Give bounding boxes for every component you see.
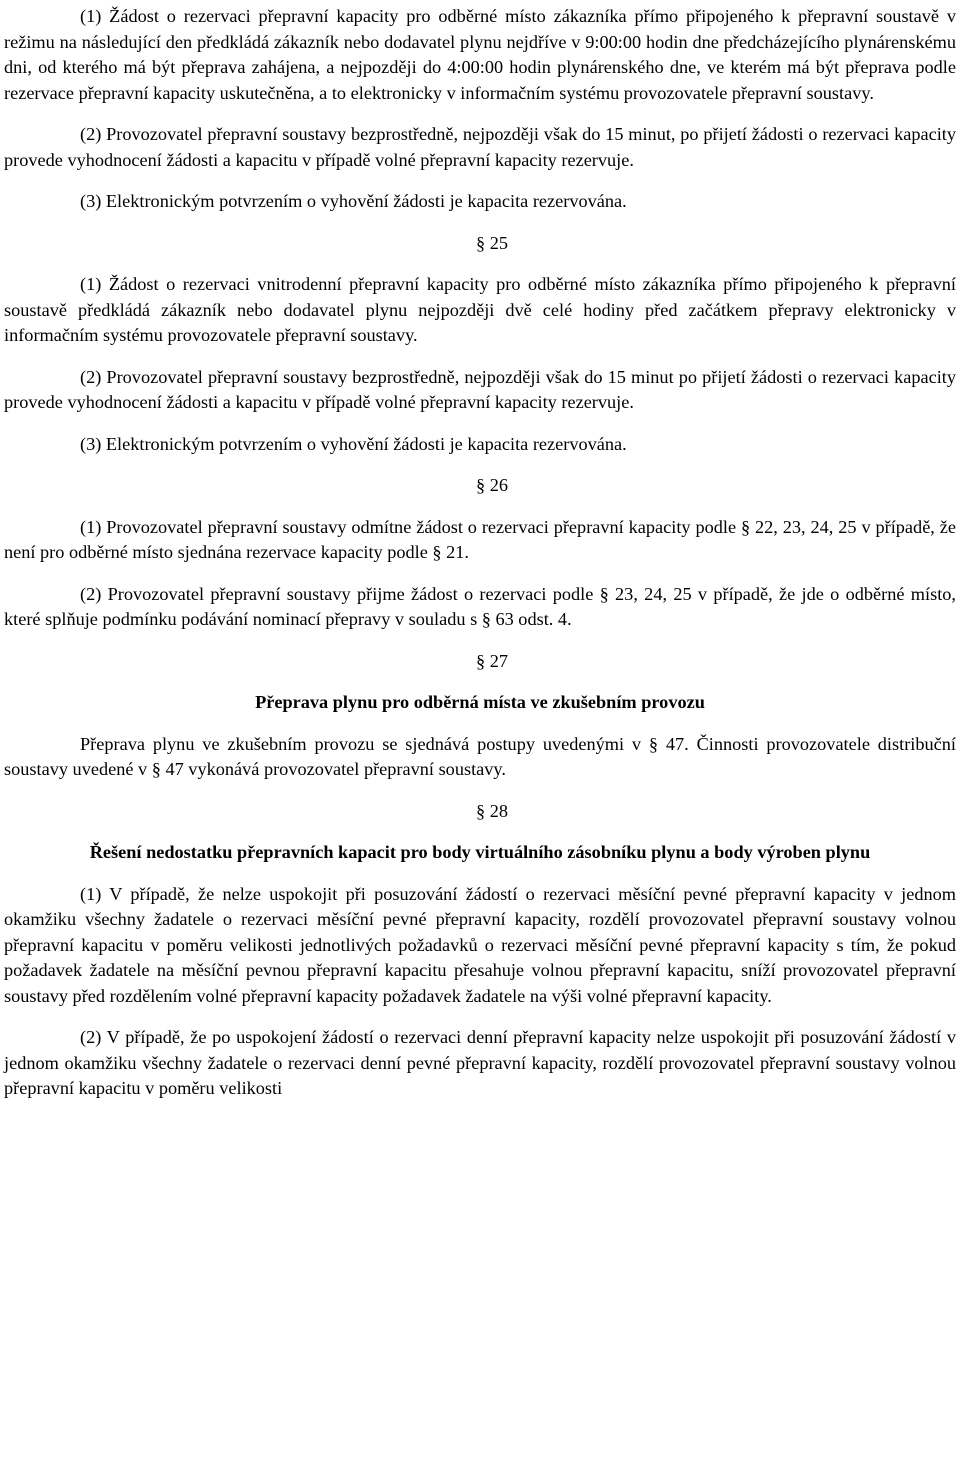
document-page	[4, 0, 956, 1102]
sec27-paragraph-1: Přeprava plynu ve zkušebním provozu se sjednává postupy uvedenými v § 47. Činnosti provozovatele distribuční soustavy uvedené v § 47 vykonává provozovatel přepravní soustavy.	[4, 733, 956, 779]
sec24-paragraph-2: (2) Provozovatel přepravní soustavy bezprostředně, nejpozději však do 15 minut, po přijetí žádosti o rezervaci kapacity provede vyhodnocení žádosti a kapacitu v případě volné přepravní kapacity rezervuje.	[4, 124, 956, 170]
section-27-label: § 27	[476, 650, 508, 671]
section-26-label: § 26	[476, 475, 508, 495]
section-27-heading: Přeprava plynu pro odběrná místa ve zkušebním provozu	[255, 692, 705, 712]
sec26-paragraph-1: (1) Provozovatel přepravní soustavy odmítne žádost o rezervaci přepravní kapacity podle § 22, 23, 24, 25 v případě, že není pro odběrné místo sjednána rezervace kapacity podle § 21.	[4, 516, 956, 562]
sec25-paragraph-3: (3) Elektronickým potvrzením o vyhovění žádosti je kapacita rezervována.	[80, 433, 627, 454]
sec25-paragraph-2: (2) Provozovatel přepravní soustavy bezprostředně, nejpozději však do 15 minut po přijetí žádosti o rezervaci kapacity provede vyhodnocení žádosti a kapacitu v případě volné přepravní kapacity rezervuje.	[4, 366, 956, 412]
sec28-paragraph-1: (1) V případě, že nelze uspokojit při posuzování žádostí o rezervaci měsíční pevné přepravní kapacity v jednom okamžiku všechny žadatele o rezervaci měsíční pevné přepravní kapacity, rozdělí provozovatel přepravní soustavy volnou přepravní kapacitu v poměru velikosti jednotlivých požadavků o rezervaci měsíční pevné přepravní kapacity s tím, že pokud požadavek žadatele na měsíční pevnou přepravní kapacitu přesahuje volnou přepravní kapacitu, sníží provozovatel přepravní soustavy před rozdělením volné přepravní kapacity požadavek žadatele na výši volné přepravní kapacity.	[4, 883, 956, 1006]
sec24-paragraph-3: (3) Elektronickým potvrzením o vyhovění žádosti je kapacita rezervována.	[80, 191, 627, 211]
section-25-label: § 25	[476, 232, 508, 253]
section-28-heading: Řešení nedostatku přepravních kapacit pro body virtuálního zásobníku plynu a body výroben plynu	[89, 842, 871, 862]
sec24-paragraph-1: (1) Žádost o rezervaci přepravní kapacity pro odběrné místo zákazníka přímo připojeného k přepravní soustavě v režimu na následující den předkládá zákazník nebo dodavatel plynu nejdříve v 9:00:00 hodin dne předcházejícího plynárenskému dni, od kterého má být přeprava zahájena, a nejpozději do 4:00:00 hodin plynárenského dne, ve kterém má být přeprava podle rezervace přepravní kapacity uskutečněna, a to elektronicky v informačním systému provozovatele přepravní soustavy.	[4, 6, 956, 103]
section-28-label: § 28	[476, 800, 508, 821]
sec28-paragraph-2: (2) V případě, že po uspokojení žádostí o rezervaci denní přepravní kapacity nelze uspokojit při posuzování žádostí v jednom okamžiku všechny žadatele o rezervaci denní pevné přepravní kapacity, rozdělí provozovatel přepravní soustavy volnou přepravní kapacitu v poměru velikosti	[4, 1027, 956, 1098]
sec25-paragraph-1: (1) Žádost o rezervaci vnitrodenní přepravní kapacity pro odběrné místo zákazníka přímo připojeného k přepravní soustavě předkládá zákazník nebo dodavatel plynu nejpozději dvě celé hodiny před začátkem přepravy elektronicky v informačním systému provozovatele přepravní soustavy.	[4, 274, 956, 345]
sec26-paragraph-2: (2) Provozovatel přepravní soustavy přijme žádost o rezervaci podle § 23, 24, 25 v případě, že jde o odběrné místo, které splňuje podmínku podávání nominací přepravy v souladu s § 63 odst. 4.	[4, 583, 956, 629]
